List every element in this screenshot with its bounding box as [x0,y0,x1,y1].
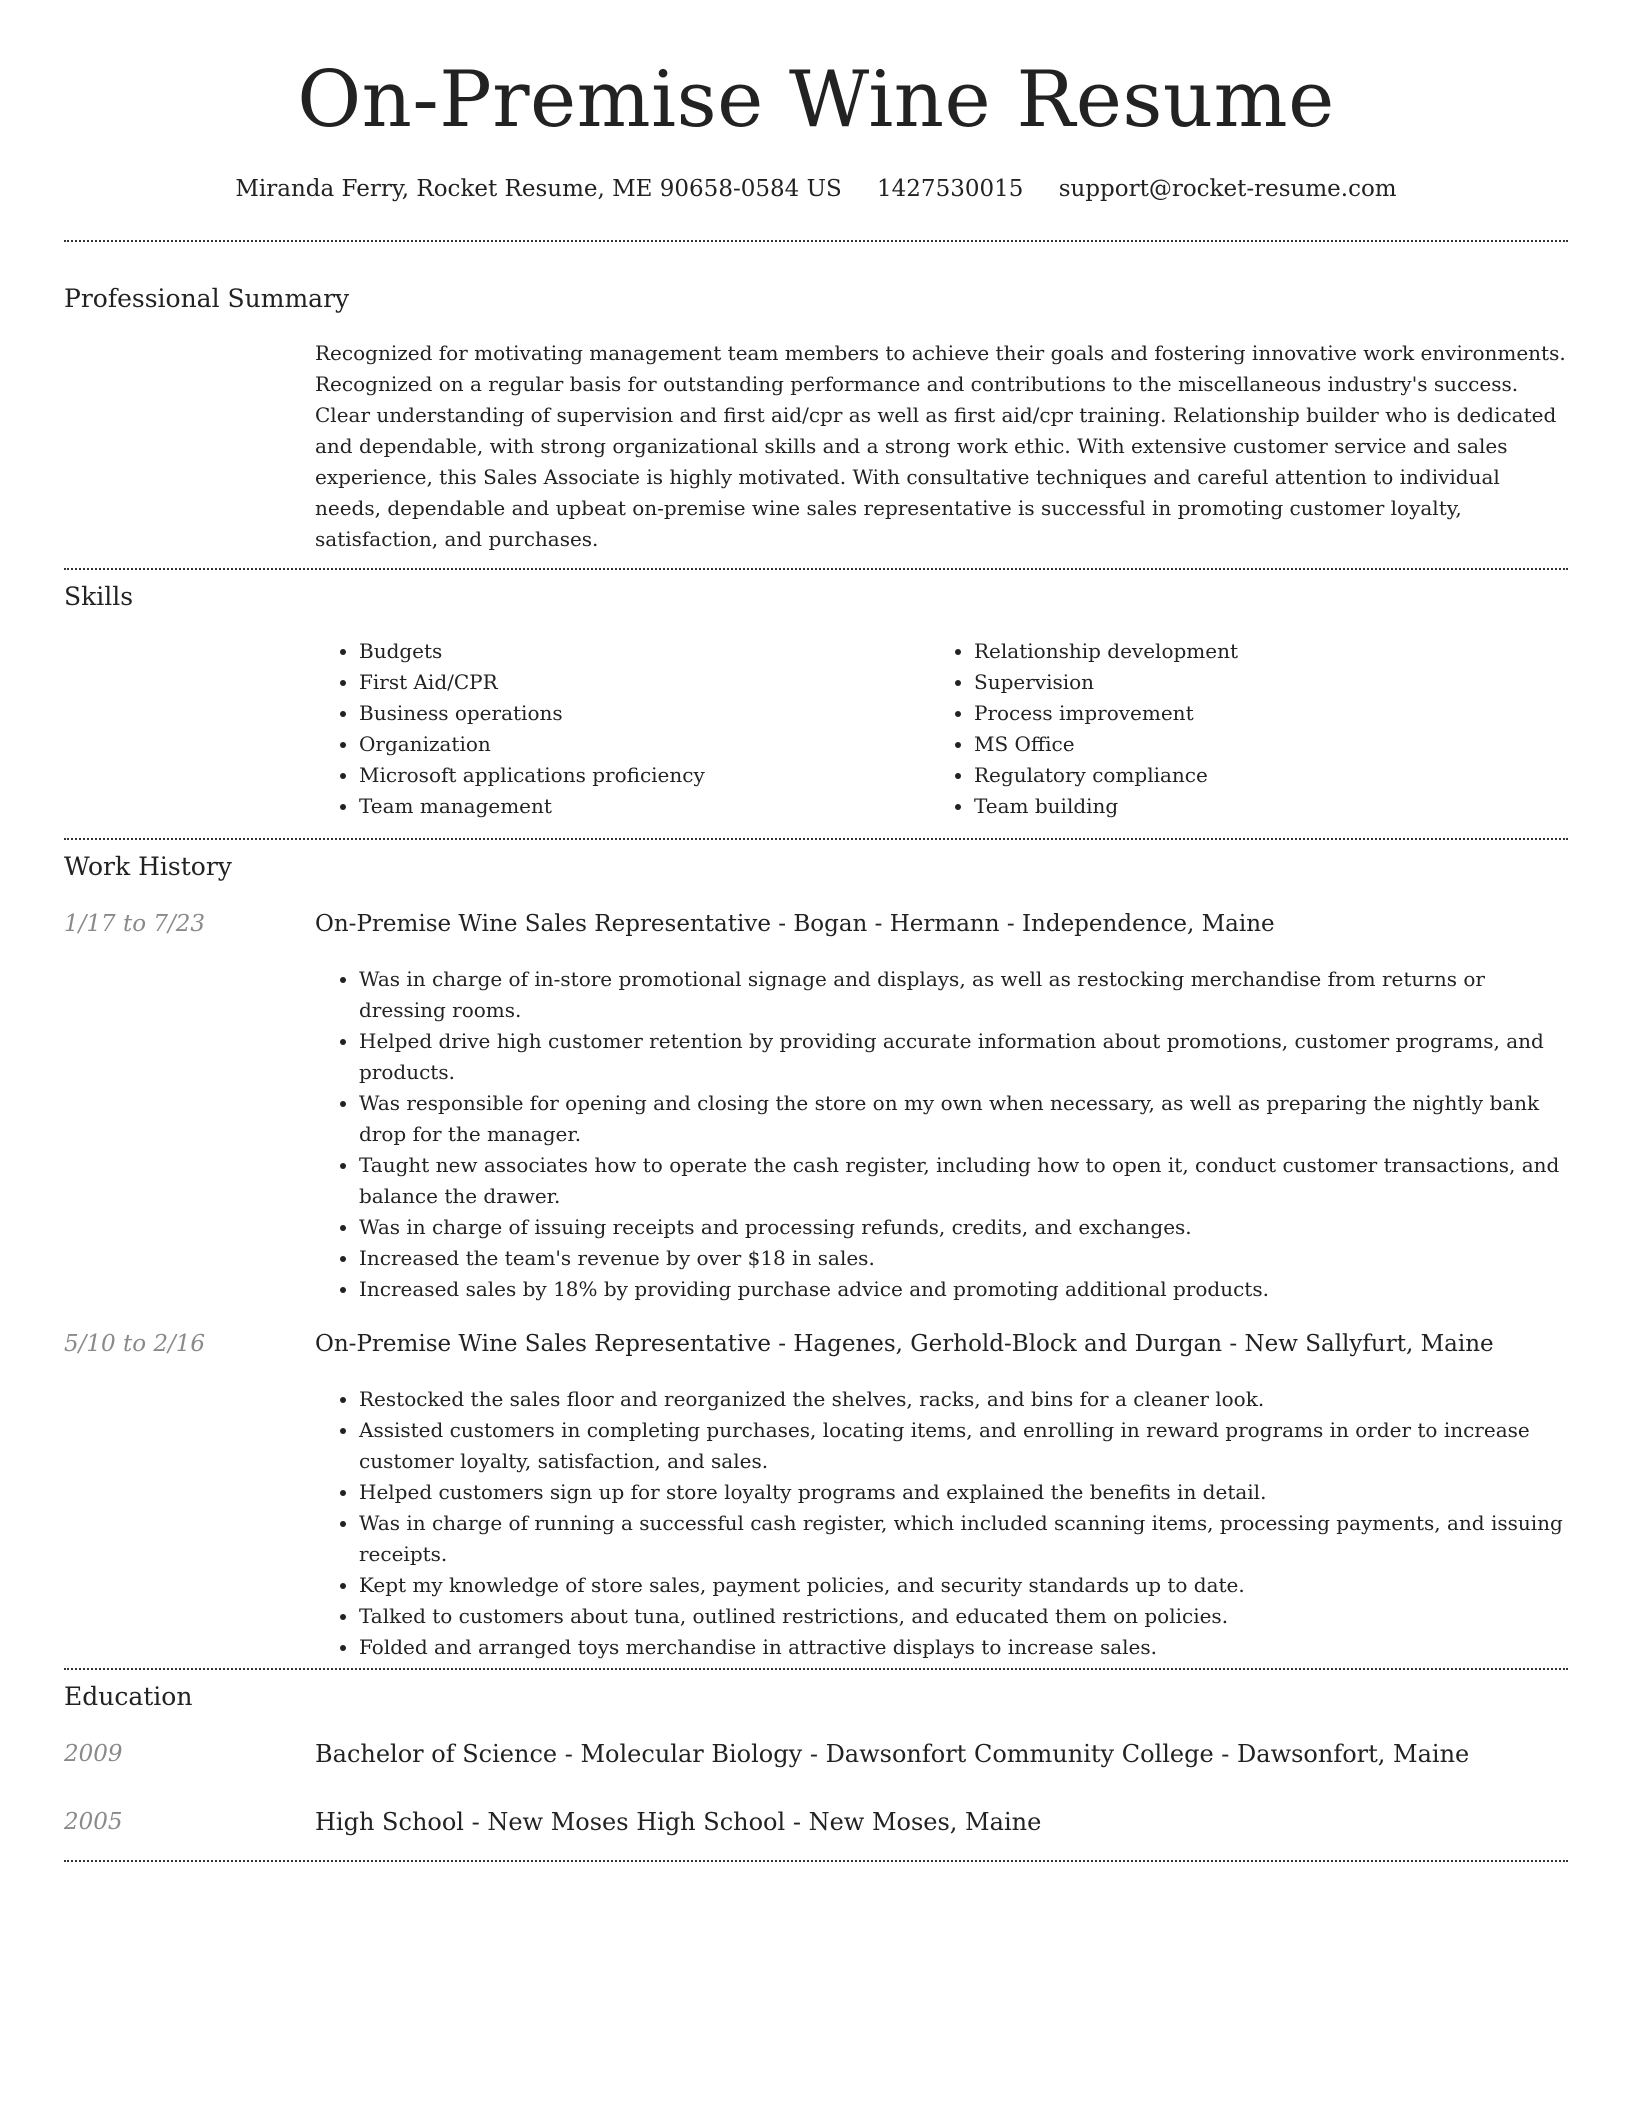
skill-item: • Business operations [359,698,915,729]
job-bullet: • Taught new associates how to operate the cash register, including how to open it, conduct customer transactions, and balance the drawer. [359,1150,1568,1212]
skill-item: • MS Office [974,729,1530,760]
job-bullet: • Assisted customers in completing purchases, locating items, and enrolling in reward programs in order to increase customer loyalty, satisfaction, and sales. [359,1415,1568,1477]
skills-left-column [315,636,915,822]
job-bullet-list [315,1384,1568,1663]
skill-item: • Relationship development [974,636,1530,667]
education-year: 2009 [64,1741,123,1767]
skill-item: • Organization [359,729,915,760]
education-year: 2005 [64,1809,123,1835]
separator: - [785,1808,809,1836]
skills-heading: Skills [64,582,134,611]
section-divider [64,1668,1568,1670]
job-company: Hagenes, Gerhold-Block and Durgan [793,1331,1223,1357]
section-divider [64,240,1568,242]
separator: - [1222,1331,1245,1357]
job-location: New Sallyfurt, Maine [1244,1331,1494,1357]
job-bullet: • Helped customers sign up for store loyalty programs and explained the benefits in detail. [359,1477,1568,1508]
job-bullet: • Was in charge of issuing receipts and processing refunds, credits, and exchanges. [359,1212,1568,1243]
job-bullet: • Talked to customers about tuna, outlined restrictions, and educated them on policies. [359,1601,1568,1632]
section-divider [64,568,1568,570]
summary-heading: Professional Summary [64,284,350,313]
skill-item: • Process improvement [974,698,1530,729]
separator: - [1213,1740,1238,1768]
job-heading [315,907,1568,941]
job-bullet: • Was in charge of in-store promotional signage and displays, as well as restocking merchandise from returns or dressing rooms. [359,964,1568,1026]
job-dates: 5/10 to 2/16 [64,1331,206,1357]
separator: - [802,1740,826,1768]
job-heading [315,1327,1568,1361]
contact-line [64,170,1568,208]
education-entry [315,1805,1568,1839]
job-bullet: • Helped drive high customer retention by providing accurate information about promotions, customer programs, and products. [359,1026,1568,1088]
skill-item: • Team building [974,791,1530,822]
work-heading: Work History [64,852,232,881]
job-title: On-Premise Wine Sales Representative [315,911,771,937]
separator: - [770,1331,794,1357]
job-bullet: • Increased sales by 18% by providing purchase advice and promoting additional products. [359,1274,1568,1305]
education-degree: High School [315,1808,464,1836]
job-bullet: • Kept my knowledge of store sales, payment policies, and security standards up to date. [359,1570,1568,1601]
contact-address: Miranda Ferry, Rocket Resume, ME 90658-0584 US [235,176,842,202]
skills-right-column [930,636,1530,822]
skill-item: • Supervision [974,667,1530,698]
job-company: Bogan - Hermann [793,911,1000,937]
section-divider [64,1860,1568,1862]
job-dates: 1/17 to 7/23 [64,911,206,937]
job-bullet: • Folded and arranged toys merchandise in attractive displays to increase sales. [359,1632,1568,1663]
skill-item: • Microsoft applications proficiency [359,760,915,791]
contact-email: support@rocket-resume.com [1058,176,1397,202]
job-bullet: • Restocked the sales floor and reorganized the shelves, racks, and bins for a cleaner look. [359,1384,1568,1415]
section-divider [64,838,1568,840]
skill-item: • Regulatory compliance [974,760,1530,791]
resume-title: On-Premise Wine Resume [297,55,1335,145]
job-location: Independence, Maine [1021,911,1275,937]
education-heading: Education [64,1682,193,1711]
summary-text: Recognized for motivating management team members to achieve their goals and fostering innovative work environments. Recognized on a regular basis for outstanding performance and contributions to the miscellaneous industry's success. Clear understanding of supervision and first aid/cpr as well as first aid/cpr training. Relationship builder who is dedicated and dependable, with strong organizational skills and a strong work ethic. With extensive customer service and sales experience, this Sales Associate is highly motivated. With consultative techniques and careful attention to individual needs, dependable and upbeat on-premise wine sales representative is successful in promoting customer loyalty, satisfaction, and purchases. [315,341,1566,551]
job-title: On-Premise Wine Sales Representative [315,1331,771,1357]
job-bullet: • Increased the team's revenue by over $18 in sales. [359,1243,1568,1274]
contact-phone: 1427530015 [877,176,1024,202]
job-bullet-list [315,964,1568,1305]
education-location: New Moses, Maine [808,1808,1042,1836]
education-degree: Bachelor of Science [315,1740,558,1768]
separator: - [999,911,1022,937]
education-field: Molecular Biology [580,1740,803,1768]
job-bullet: • Was in charge of running a successful cash register, which included scanning items, processing payments, and issuing receipts. [359,1508,1568,1570]
job-bullet: • Was responsible for opening and closing the store on my own when necessary, as well as preparing the nightly bank drop for the manager. [359,1088,1568,1150]
skill-item: • Budgets [359,636,915,667]
education-school: Dawsonfort Community College [825,1740,1214,1768]
education-location: Dawsonfort, Maine [1237,1740,1470,1768]
skill-item: • Team management [359,791,915,822]
separator: - [463,1808,488,1836]
separator: - [557,1740,581,1768]
separator: - [770,911,794,937]
skill-item: • First Aid/CPR [359,667,915,698]
education-school: New Moses High School [487,1808,786,1836]
education-entry [315,1737,1568,1771]
